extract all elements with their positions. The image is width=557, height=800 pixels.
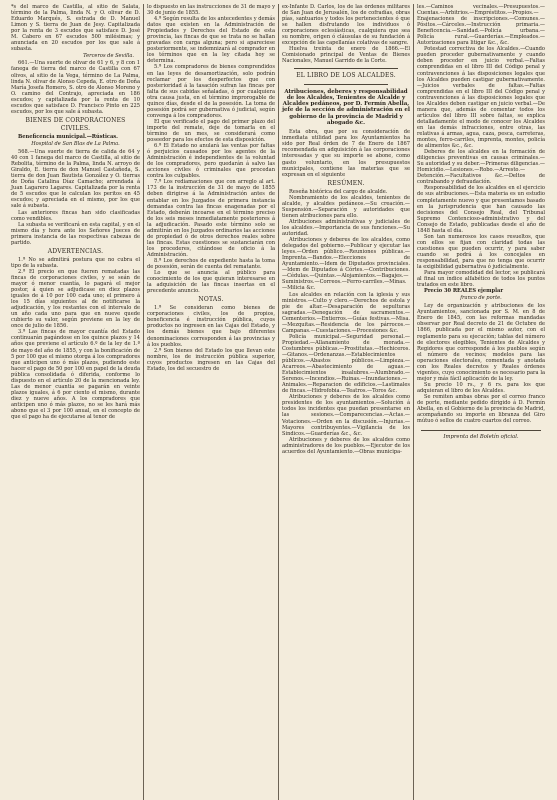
paragraph: lo dispuesto en las instrucciones de 31 de mayo y 30 de junio de 1855. [147, 4, 275, 17]
divider [421, 430, 541, 431]
paragraph: 7.ª Los rediamaciones que con arreglo al art. 173 de la instrucción de 31 de mayo de 1855 deben dirigirse á la Administración antes de entablar en los Juzgados de primera instancia demandas contra las fincas enagenadas por el Estado, deberán incoarse en el término preciso de los seis meses inmediatamente posteriores á la adjudicación. Pasado este término solo se admitirán en los Juzgados ordinarios las acciones de propiedad ó de otros derechos reales sobre las fincas. Estas cuestiones se sustanciarán con los procederes, citándose de oficio á la Administración. [147, 179, 275, 258]
column-4 [413, 4, 548, 800]
paragraph: 8.ª Los derechos de expediente hasta la toma de posesión, serán de cuenta del rematante. [147, 257, 275, 271]
paragraph: les.—Caminos vecinales.—Presupuestos.—Cuentas.—Arbitrios.—Empréstitos.—Propios.—Enajenaciones de inscripciones.—Comunes.—Pósitos.—Cárceles.—Instrucción primaria.—Beneficencia.—Sanidad.—Policía urbana.—Policía rural.—Guarderías.—Empleados.—Autorizaciones para litigar &c., &c. [417, 4, 545, 47]
paragraph: Atribuciones administrativas y judiciales de los alcaldes.—Importancia de sus funciones.—Su autoridad. [282, 218, 410, 238]
paragraph: Atribuciones y deberes de los alcaldes, como delegados del gobierno.—Publicar y ejecutar las leyes.—Órden público.—Reuniones públicas.—Imprenta.—Bandos.—Elecciones de Ayuntamiento.—Idem de Diputados provinciales.—Idem de Diputados á Córtes.—Contribuciones.—Cédulas.—Quintas.—Alojamientos.—Bagajes.—Suministros.—Correos.—Ferro-carriles.—Minas.—Milicia &c. [282, 237, 410, 292]
paragraph: 1.ª No se admitirá postura que no cubra el tipo de la subasta. [11, 256, 140, 269]
paragraph: *s del marco de Castilla, al sitio de Salata, término de la Palma, linda N. y O. olivar de D. Eduardo Marqués, S. estrada de D. Manuel Limon y S. tierra de Juan de Jesy. Capitalizada por la renta de 3 escudos que satisface D. José M. Cabero en 67 escudos 500 milésimas; y anunciada en 20 escudos por los que sale á subasta. [11, 4, 140, 53]
paragraph: 2.ª Son bienes del Estado los que llevan este nombre, los de instrucción pública superior, cuyos productos ingresen en las Cajas del Estado, los del secuestro de [147, 347, 275, 372]
paragraph: Atribuciones y deberes de los alcaldes como administradores de los pueblos.—Ejecutor de los acuerdos del Ayuntamiento.—Obras municipa- [282, 436, 410, 455]
paragraph: 5.ª Los compradores de bienes comprendidos en las leyes de desamortización, solo podrán reclamar por los desperfectos que con posterioridad á la tasación sufran las fincas por falta de sus cabidas señaladas, ó por cualquiera otra causa justa, en el término improrogable de quince días, desde el de la posesión. La toma de posesión podrá ser gubernativa ó judicial, según convenga á los compradores. [147, 64, 275, 119]
paragraph: Policía municipal.—Seguridad personal.—Propiedad.—Allanamiento de morada.—Costumbres públicas.—Prostitutas.—Hechiceros.—Gitanos.—Ordenanzas.—Establecimientos públicos.—Abastos públicos.—Limpieza.—Acarreos.—Abastecimiento de aguas.—Establecimientos insalubres.—Alumbrado.—Serenos.—Incendios.—Ruinas.—Inundaciones.—Animales.—Reparacion de edificios.—Lastimales de fincas.—Hidrofobia.—Teatros.—Toros &c. [282, 333, 410, 395]
paragraph: Su precio 10 rs., y 6 rs. para los que adquieran el libro de los Alcaldes. [417, 381, 545, 394]
price-line: Precio 30 REALES ejemplar [424, 288, 504, 295]
paragraph: Esta obra, que por su consideración de inmediata utilidad para los Ayuntamientos ha sido por Real órden de 7 de Enero de 1867 recomendada en adquisición á las corporaciones interesadas y que su importe se abone, como gasto voluntario, en los presupuestos municipales, contiene las materias que se expresan en el siguiente [282, 129, 410, 178]
paragraph: 3.ª Las fincas de mayor cuantía del Estado continuarán pagándose en los quince plazos y 14 años que previene el artículo 6.º de la ley de 1.º de mayo del año de 1855, y con la bonificación de 5 por 100 que el mismo otorga á los compradores que anticipen uno ó más plazos, pudiendo este hacer el pago de 50 por 100 en papel de la deuda pública consolidada ó diferida, conforme lo dispuesto en el artículo 20 de la mencionada ley. Las de menor cuantía se pagarán en veinte plazos iguales, á 6 por ciento el mismo, durante diez y nueve años. A los compradores que anticipen uno ó más plazos, no se les hará más abono que el 3 por 100 anual, en el concepto de que el pago ha de ejecutarse al tenor de [11, 329, 140, 421]
paragraph: 568.—Una suerte de tierra de calida de 64 y 40 con 1 fanega del marco de Castilla, al sitio de Rebolita, término de la Palma, linda N. arroyo de Giraldo, E. tierra de don Manuel Castañeda, S. tierra de don Juan Bautista González y O. tierras de Doña Catalina Díaz Camacho; arrendada á Juan Lagarero Lagares. Capitalizada por la renta de 5 escudos que le calculan los peritos en 45 escudos; y apreciada en el mismo, por los que sale á subasta. [11, 149, 140, 210]
paragraph: ex-Infante D. Carlos, los de las órdenes militares de San Juan de Jerusalén, los de cofradías, obras pías, santuarios y todos los pertenecientes ó que se hallen disfrutando los individuos ó corporaciones eclesiásticas, cualquiera que sea su nombre, origen ó cláusulas de su fundación á excepción de las capellanías colativas de sangre. [282, 4, 410, 47]
paragraph: La subasta se verificará en esta capital, y en el mismo día y hora ante los Señores Jueces de primera instancia de las respectivas cabezas de partido. [11, 221, 140, 246]
section-heading: EL LIBRO DE LOS ALCALDES. [296, 72, 396, 80]
paragraph: 2.ª El precio en que fueren rematadas las fincas de corporaciones civiles, y se seán de mayor ó menor cuantía, lo pagará el mejor postor, á quien se adjudicase en diez plazos iguales de á 10 por 100 cada uno; el primero á los 15 días siguientes al de notificarse la adjudicación, y los restantes con el intervalo de un año cada uno para que en nueve quede cubierto su valor, según previene en la ley de once de julio de 1856. [11, 268, 140, 330]
subheading: Beneficencia municipal.—Rústicas. [18, 133, 118, 140]
price-note: franco de porte. [460, 295, 502, 302]
paragraph: El que verificado el pago del primer plazo del importe del remate, deje de tomarla en el término de un mes, se considerará como poseedor para los efectos de esta disposición. [147, 118, 275, 144]
paragraph: Los alcaldes en relación con la iglesia y sus ministros.—Culto y clero.—Derechos de estola y pie de altar.—Desaparación de sepulturas sagradas.—Denegación de sacramentos.—Cementerios.—Entierros.—Guías festivas.—Misa.—Mezquitas.—Residencia de los párrocos.—Campanas.—Cuestaciones.—Procesiones &c. [282, 291, 410, 334]
paragraph: Atribuciones y deberes de los alcaldes como presidentes de los ayuntamientos.—Solución á todos los incidentes que puedan presentarse en las sesiones.—Comparecencias.—Actas.—Votaciones.—Orden en la discusión.—Injurias.—Mayores contribuyentes.—Vigilancia de los Sindicos.—Guarderías &c., &c. [282, 394, 410, 437]
paragraph: Se remiten ambas obras por el correo franco de porte, mediante pedido dirigido á D. Fermín Abella, en el Gobierno de la provincia de Madrid, acompañando su importe en libranza del Giro mútuo ó sellos de cuatro cuartos del correo. [417, 394, 545, 425]
paragraph: Nombramiento de los alcaldes, tenientes de alcalde, y alcaldes pedáneos.—Su creación.—Suspensión.—Separación y autoridades que tienen atribuciones para ello. [282, 194, 410, 219]
paragraph: 1.ª Se consideran como bienes de corporaciones civiles, los de propios, beneficencia é instrucción pública, cuyos productos no ingresen en las Cajas del Estado, y los demás bienes que bajo diferentes denominaciones corresponden á las provincias y á los pueblos. [147, 305, 275, 348]
divider [294, 68, 398, 69]
section-heading: RESÚMEN. [327, 179, 365, 187]
section-signature: Terceros de Sevilla. [83, 53, 134, 60]
column-3 [278, 4, 413, 800]
article-heading: Atribuciones, deberes y responsabilidad de los Alcaldes, Tenientes de Alcalde y Alcaldes pedáneos, por D. Fermín Abella, jefe de la sección de administración en el gobierno de la provincia de Madrid y abogado &c. [282, 88, 410, 126]
printer-imprint: Imprenta del Boletín oficial. [443, 434, 519, 441]
paragraph: Huelva treinta de enero de 1866.—El Comisionado principal de Ventas de Bienes Nacionales, Manuel Garrido de la Corte. [282, 46, 410, 65]
columns [8, 4, 551, 800]
section-heading: ADVERTENCIAS. [47, 247, 104, 255]
paragraph: Las anteriores fincas han sido clasificadas como vendibles. [11, 209, 140, 222]
paragraph: Responsabilidad de los alcaldes en el ejercicio de sus atribuciones.—Esta materia es un estudio completamente nuevo y que presentamos basado en la jurisprudencia que han causado las decisiones del Consejo Real, del Tribunal Supremo Contencioso-administrativo y del Consejo de Estado, publicadas desde el año de 1848 hasta el día. [417, 185, 545, 234]
paragraph: Lo que se anuncia al público para conocimiento de los que quieran interesarse en la adquisición de las fincas insertas en el precedente anuncio. [147, 270, 275, 295]
divider [304, 84, 388, 85]
paragraph: Ley de organización y atribuciones de los Ayuntamientos, sancionada por S. M. en 8 de Enero de 1845, con las reformas mandadas observar por Real decreto de 21 de Octubre de 1866, publicada por el mismo autor, con el reglamento para su ejecución; tablas del número de electores elegibles, Tenientes de Alcaldes y Regidores que corresponde á los pueblos según el número de vecinos; modelos para las operaciones electorales, comentada y anotada con los Reales decretos y Reales órdenes vigentes, cuyo conocimiento es necesario para la mejor y más fácil aplicación de la ley. [417, 303, 545, 382]
paragraph: Reseña histórica del cargo de alcalde. [289, 188, 388, 195]
column-2 [143, 4, 278, 800]
subheading-italic: Hospital de San Blas de La Palma. [31, 140, 120, 147]
paragraph: 4.ª Según resulta de los antecedentes y demás datos que existen en la Administración de Propiedades y Derechos del Estado de esta provincia, las fincas de que se trata no se hallan gravadas con carga alguna; pero si apareciese posteriormente, se indemnizará al comprador en los términos que en la ley citada hoy se determina. [147, 16, 275, 65]
paragraph: Deberes de los alcaldes en la formación de diligencias preventivas en causas criminales.—Su autoridad y su deber.—Primeras diligencias.—Homicidio.—Lesiones.—Robo.—Arresto.—Detención.—Facultativos &c.—Deltos de contrabando y defraudación. [417, 149, 545, 186]
section-heading: BIENES DE CORPORACIONES [25, 116, 126, 124]
paragraph: 6.ª El Estado no anulará las ventas por faltas ó perjuicios causados por los agentes de la Administración é independientes de la voluntad de los compradores, pero quedarán á salvo las acciones civiles ó criminales que procedan contra los culpables. [147, 143, 275, 180]
paragraph: Para mayor comodidad del lector, se publicará al final un índice alfabético de todos los puntos tratados en este libro. [417, 270, 545, 289]
paragraph: 661.—Una suerte de olivar de 61 y 6, y 8 con 1 fanega de tierra del marco de Castilla con 67 olivos, al sitio de la Vega, término de La Palma, linda N. olivar de Alonso Cepeda, E. otro de Doña María Josefa Romero, S. otro de Alonso Moreno y O. camino del Contrajo, apreciada en 186 escudos; y capitalizada por la renta de 10 escudos que satisface D. Francisco Pinto en 225 escudos, por los que sale á subasta. [11, 60, 140, 115]
section-heading: NOTAS. [198, 296, 224, 304]
paragraph: Potestad correctiva de los Alcaldes.—Cuando pueden proceder gubernativamente y cuando deben proceder en juicio verbal.—Faltas comprendidas en el libro III del Código penal y contravenciones á las disposiciones legales que los Alcaldes pueden castigar gubernativamente.—Juicios verbales de faltas.—Faltas comprendidas en el libro III del Código penal y contravenciones á las disposiciones legales que los Alcaldes deben castigar en juicio verbal.—De manera que, además de comentar todos los artículos del libro III sobre faltas, se explica detalladamente el modo de conocer los Alcaldes en las demás infracciones, entre otras, las relativas á armas, agua, caza, pesca, carreteras, montes, ferro-carriles, imprenta, montes, policía de alimentos &c., &c. [417, 46, 545, 150]
section-heading: CIVILES. [60, 124, 91, 132]
column-1 [8, 4, 143, 800]
paragraph: Son tan numerosos los casos resueltos, que con ellos se fijan con claridad todas las cuestiones que pueden ocurrir, y para saber cuando se podrá á los concejales en responsabilidad, para que no tenga que ocurrir la exigibilidad gubernativa ó judicialmente. [417, 233, 545, 271]
